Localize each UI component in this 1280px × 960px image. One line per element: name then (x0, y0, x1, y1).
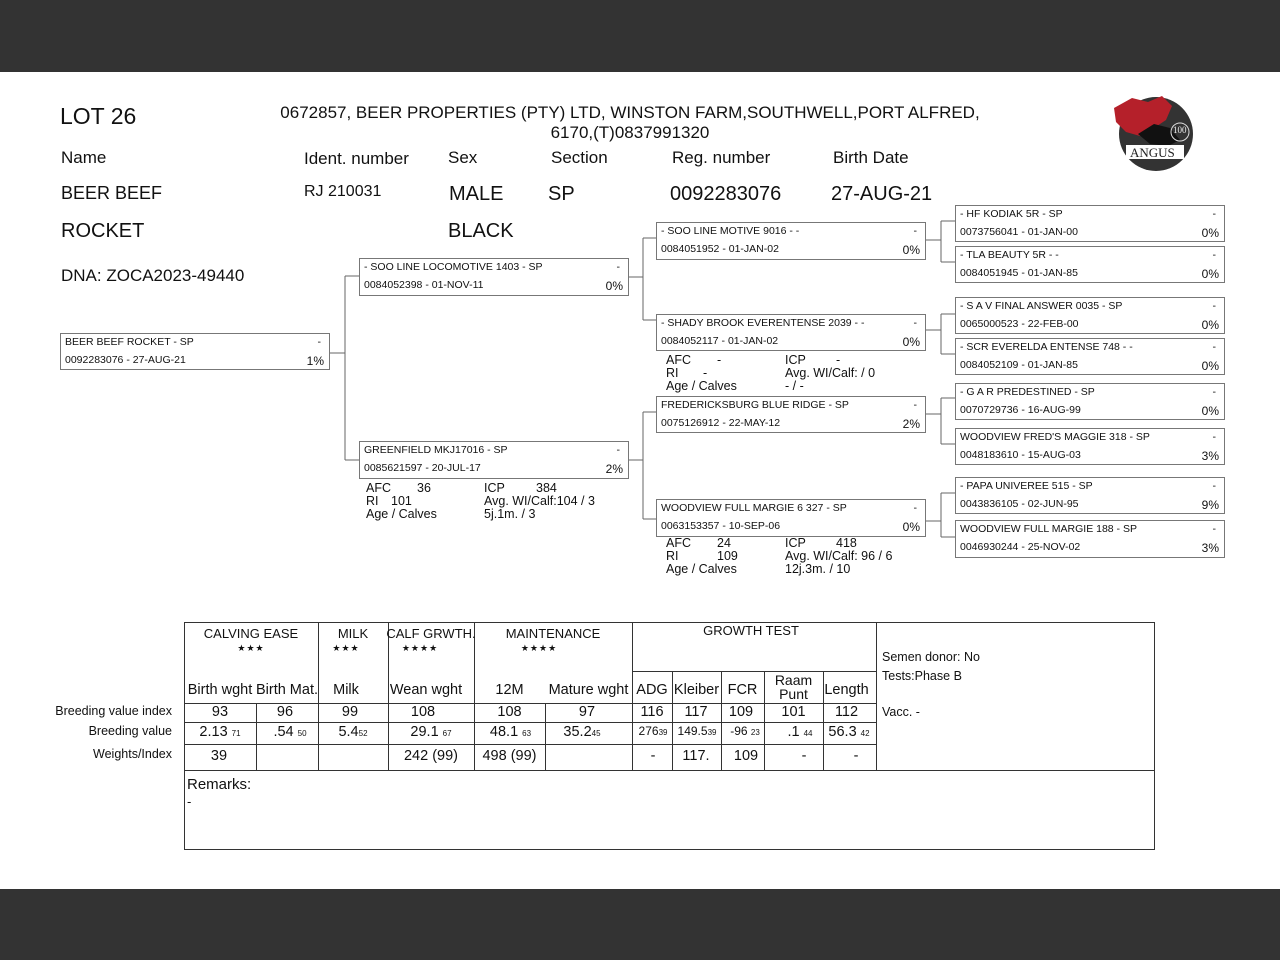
label-section: Section (551, 148, 608, 167)
group-calf-growth: CALF GRWTH. (386, 626, 476, 641)
bv-wean-wght: 29.1 67 (410, 724, 452, 740)
label-sex: Sex (448, 148, 478, 167)
index-adg: 116 (640, 704, 664, 720)
logo-wordmark: ANGUS (1130, 145, 1175, 160)
pedigree-dam-sire: FREDERICKSBURG BLUE RIDGE - SP - 0075126912 - 22-MAY-12 2% (656, 396, 926, 433)
pedigree-self: BEER BEEF ROCKET - SP - 0092283076 - 27-AUG-21 1% (60, 333, 330, 370)
pedigree-sdd: - SCR EVERELDA ENTENSE 748 - - - 0084052109 - 01-JAN-85 0% (955, 338, 1225, 375)
remarks-text: - (187, 794, 192, 809)
pedigree-sss: - HF KODIAK 5R - SP - 0073756041 - 01-JAN-00 0% (955, 205, 1225, 242)
col-adg: ADG (636, 682, 668, 698)
group-calving-ease: CALVING EASE (203, 626, 299, 641)
weight-fcr: 109 (733, 748, 759, 764)
owner-line-1: 0672857, BEER PROPERTIES (PTY) LTD, WINSTON FARM,SOUTHWELL,PORT ALFRED, (280, 103, 980, 122)
label-ident: Ident. number (304, 149, 409, 168)
pedigree-ssd: - TLA BEAUTY 5R - - - 0084051945 - 01-JAN-85 0% (955, 246, 1225, 283)
group-growth-test: GROWTH TEST (703, 623, 799, 638)
col-wean-wght: Wean wght (389, 682, 463, 698)
index-birth-mat: 96 (276, 704, 294, 720)
dam-stats: AFC 36 ICP 384 RI 101 Avg. WI/Calf:104 / 3 Age / Calves 5j.1m. / 3 (366, 481, 595, 521)
remarks-label: Remarks: (187, 776, 252, 793)
bv-mature-wght: 35.245 (563, 724, 601, 740)
index-milk: 99 (341, 704, 359, 720)
bv-milk: 5.452 (338, 724, 368, 740)
bv-fcr: -96 23 (730, 724, 760, 738)
stars-calf: ★★★★ (401, 643, 439, 653)
pedigree-dsd: WOODVIEW FRED'S MAGGIE 318 - SP - 0048183610 - 15-AUG-03 3% (955, 428, 1225, 465)
col-milk: Milk (333, 682, 359, 698)
label-reg: Reg. number (672, 148, 771, 167)
index-fcr: 109 (728, 704, 754, 720)
animal-name-2: ROCKET (61, 220, 145, 242)
group-milk: MILK (337, 626, 369, 641)
col-birth-wght: Birth wght (187, 682, 253, 698)
weight-12m: 498 (99) (482, 748, 537, 764)
index-wean-wght: 108 (410, 704, 436, 720)
weight-kleiber: 117. (682, 748, 710, 764)
bv-length: 56.3 42 (828, 724, 870, 740)
bv-raam-punt: .1 44 (787, 724, 813, 740)
row-label-bvi: Breeding value index (55, 704, 172, 718)
pedigree-dss: - G A R PREDESTINED - SP - 0070729736 - 16-AUG-99 0% (955, 383, 1225, 420)
weight-wean-wght: 242 (99) (403, 748, 458, 764)
col-kleiber: Kleiber (673, 682, 720, 698)
dam-dam-stats: AFC 24 ICP 418 RI 109 Avg. WI/Calf: 96 / 6 Age / Calves 12j.3m. / 10 (666, 536, 893, 576)
animal-reg: 0092283076 (670, 183, 782, 205)
vaccination: Vacc. - (882, 705, 920, 719)
semen-donor: Semen donor: No (882, 650, 980, 664)
col-birth-mat: Birth Mat. (255, 682, 319, 698)
animal-sex: MALE (449, 183, 504, 205)
weight-birth-wght: 39 (210, 748, 228, 764)
pedigree-sire: - SOO LINE LOCOMOTIVE 1403 - SP - 0084052398 - 01-NOV-11 0% (359, 258, 629, 296)
index-birth-wght: 93 (211, 704, 229, 720)
animal-birth: 27-AUG-21 (831, 183, 933, 205)
row-label-bv: Breeding value (88, 724, 172, 738)
animal-section: SP (548, 183, 575, 205)
col-length: Length (824, 682, 869, 698)
pedigree-ddd: WOODVIEW FULL MARGIE 188 - SP - 0046930244 - 25-NOV-02 3% (955, 520, 1225, 558)
animal-name-1: BEER BEEF (61, 183, 163, 203)
stars-milk: ★★★ (332, 643, 360, 653)
index-raam-punt: 101 (781, 704, 806, 720)
pedigree-dam: GREENFIELD MKJ17016 - SP - 0085621597 - 20-JUL-17 2% (359, 441, 629, 479)
bv-birth-wght: 2.13 71 (199, 724, 241, 740)
label-birth: Birth Date (833, 148, 909, 167)
dna-code: DNA: ZOCA2023-49440 (61, 266, 245, 285)
animal-ident: RJ 210031 (304, 183, 382, 200)
pedigree-sire-sire: - SOO LINE MOTIVE 9016 - - - 0084051952 - 01-JAN-02 0% (656, 222, 926, 260)
weight-length: - (853, 748, 859, 764)
index-mature-wght: 97 (578, 704, 596, 720)
stars-maintenance: ★★★★ (520, 643, 558, 653)
col-raam-punt: Raam Punt (774, 672, 813, 702)
index-length: 112 (834, 704, 859, 720)
pedigree-dds: - PAPA UNIVEREE 515 - SP - 0043836105 - 02-JUN-95 9% (955, 477, 1225, 514)
index-12m: 108 (497, 704, 522, 720)
pedigree-sds: - S A V FINAL ANSWER 0035 - SP - 0065000523 - 22-FEB-00 0% (955, 297, 1225, 334)
bv-kleiber: 149.539 (677, 724, 717, 738)
pedigree-sire-dam: - SHADY BROOK EVERENTENSE 2039 - - - 0084052117 - 01-JAN-02 0% (656, 314, 926, 351)
tests-phase: Tests:Phase B (882, 669, 962, 683)
owner-line-2: 6170,(T)0837991320 (550, 123, 710, 142)
bv-adg: 27639 (638, 724, 668, 738)
sire-dam-stats: AFC - ICP - RI - Avg. WI/Calf: / 0 Age / Calves - / - (666, 353, 876, 393)
bv-birth-mat: .54 50 (273, 724, 307, 740)
pedigree-dam-dam: WOODVIEW FULL MARGIE 6 327 - SP - 0063153357 - 10-SEP-06 0% (656, 499, 926, 537)
logo-badge: 100 (1173, 125, 1187, 135)
row-label-weights: Weights/Index (93, 747, 172, 761)
label-name: Name (61, 148, 107, 167)
group-maintenance: MAINTENANCE (505, 626, 601, 641)
col-12m: 12M (495, 682, 524, 698)
bv-12m: 48.1 63 (489, 724, 532, 740)
lot-number: LOT 26 (60, 103, 137, 129)
col-mature-wght: Mature wght (548, 682, 629, 698)
weight-adg: - (650, 748, 656, 764)
index-kleiber: 117 (684, 704, 708, 720)
stars-calving: ★★★ (237, 643, 265, 653)
col-fcr: FCR (727, 682, 758, 698)
weight-raam-punt: - (801, 748, 807, 764)
animal-colour: BLACK (448, 220, 514, 242)
